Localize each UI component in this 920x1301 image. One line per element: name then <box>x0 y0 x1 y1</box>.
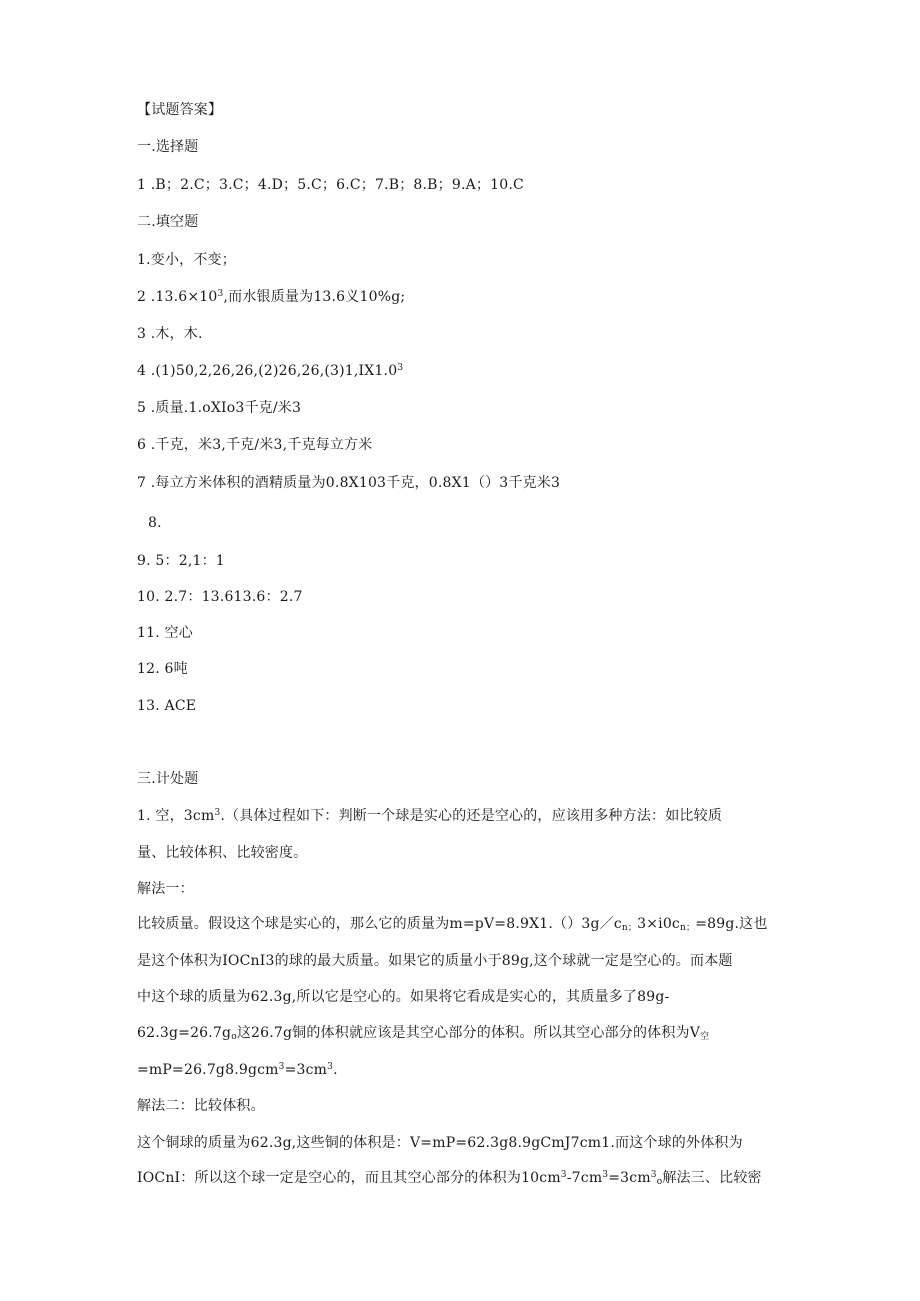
calc-paragraph-line <box>137 914 768 934</box>
fill-item-1: 1.变小，不变； <box>137 252 236 268</box>
fill-item-13: 13. ACE <box>137 698 197 714</box>
fill-item-4 <box>137 361 403 381</box>
method-1-heading: 解法一： <box>137 881 194 897</box>
text-run: ,而水银质量为13.6义10%g; <box>223 289 406 305</box>
fill-item-5: 5 .质量.1.oXIo3千克/米3 <box>137 400 302 416</box>
calc-paragraph-line <box>137 1023 709 1043</box>
superscript: 3 <box>278 1062 285 1072</box>
answer-title: 【试题答案】 <box>137 102 223 118</box>
text-run: 2 .13.6×10 <box>137 289 218 305</box>
fill-item-9: 9. 5：2,1：1 <box>137 553 225 569</box>
fill-item-2 <box>137 287 405 307</box>
text-run: =mP=26.7g8.9gcm <box>137 1062 279 1078</box>
text-run: 3×i0c <box>637 916 680 932</box>
section-heading-fill: 二.填空题 <box>137 214 199 230</box>
text-run: IOCnI：所以这个球一定是空心的，而且其空心部分的体积为10cm <box>137 1170 561 1186</box>
text-run: =3cm <box>284 1062 328 1078</box>
method-2-heading: 解法二：比较体积。 <box>137 1098 265 1114</box>
choice-answers: 1 .B；2.C；3.C；4.D；5.C；6.C；7.B；8.B；9.A；10.C <box>137 177 524 193</box>
text-run: 1. 空，3cm <box>137 808 215 824</box>
superscript: 3 <box>327 1062 334 1072</box>
text-run: . <box>333 1062 338 1078</box>
superscript: 3 <box>602 1170 609 1180</box>
section-heading-choice: 一.选择题 <box>137 139 199 155</box>
text-run: 解法三、比较密 <box>662 1170 762 1186</box>
calc-paragraph-line: 这个铜球的质量为62.3g,这些铜的体积是：V=mP=62.3g8.9gCmJ7cm1.而这个球的外体积为 <box>137 1135 743 1151</box>
superscript: 3 <box>560 1170 567 1180</box>
superscript: 3 <box>214 808 221 818</box>
text-run: 比较质量。假设这个球是实心的，那么它的质量为m=pV=8.9X1.（）3g／c <box>137 916 622 932</box>
calc-paragraph-line: 是这个体积为IOCnI3的球的最大质量。如果它的质量小于89g,这个球就一定是空心的。而本题 <box>137 953 733 969</box>
text-run: 62.3g=26.7g <box>137 1025 232 1041</box>
text-run: -7cm <box>566 1170 603 1186</box>
calc-paragraph-line <box>137 1168 762 1188</box>
calc-paragraph-line: 中这个球的质量为62.3g,所以它是空心的。如果将它看成是实心的，其质量多了89g- <box>137 989 670 1005</box>
text-run: 这26.7g铜的体积就应该是其空心部分的体积。所以其空心部分的体积为V <box>236 1025 701 1041</box>
fill-item-11: 11. 空心 <box>137 625 193 641</box>
superscript: 3 <box>397 363 404 373</box>
fill-item-10: 10. 2.7：13.613.6：2.7 <box>137 589 303 605</box>
section-heading-calc: 三.计处题 <box>137 771 199 787</box>
subscript: n； <box>679 923 696 933</box>
text-run: .（具体过程如下：判断一个球是实心的还是空心的，应该用多种方法：如比较质 <box>220 808 723 824</box>
text-run: =89g.这也 <box>695 916 768 932</box>
fill-item-3: 3 .木，木. <box>137 326 203 342</box>
calc-paragraph-line: 量、比较体积、比较密度。 <box>137 845 308 861</box>
fill-item-6: 6 .千克，米3,千克/米3,千克每立方米 <box>137 437 373 453</box>
subscript: o <box>656 1177 663 1187</box>
superscript: 3 <box>650 1170 657 1180</box>
subscript: 空 <box>700 1032 710 1042</box>
fill-item-8: 8. <box>148 515 162 531</box>
subscript: o <box>231 1032 237 1042</box>
superscript: 3 <box>217 289 224 299</box>
subscript: n； <box>621 923 638 933</box>
calc-paragraph-line <box>137 1060 338 1080</box>
fill-item-12: 12. 6吨 <box>137 661 188 677</box>
text-run: =3cm <box>608 1170 651 1186</box>
fill-item-7: 7 .每立方米体积的酒精质量为0.8X103千克，0.8X1（）3千克米3 <box>137 475 561 491</box>
calc-paragraph-line <box>137 806 722 826</box>
text-run: 4 .(1)50,2,26,26,(2)26,26,(3)1,IX1.0 <box>137 363 398 379</box>
